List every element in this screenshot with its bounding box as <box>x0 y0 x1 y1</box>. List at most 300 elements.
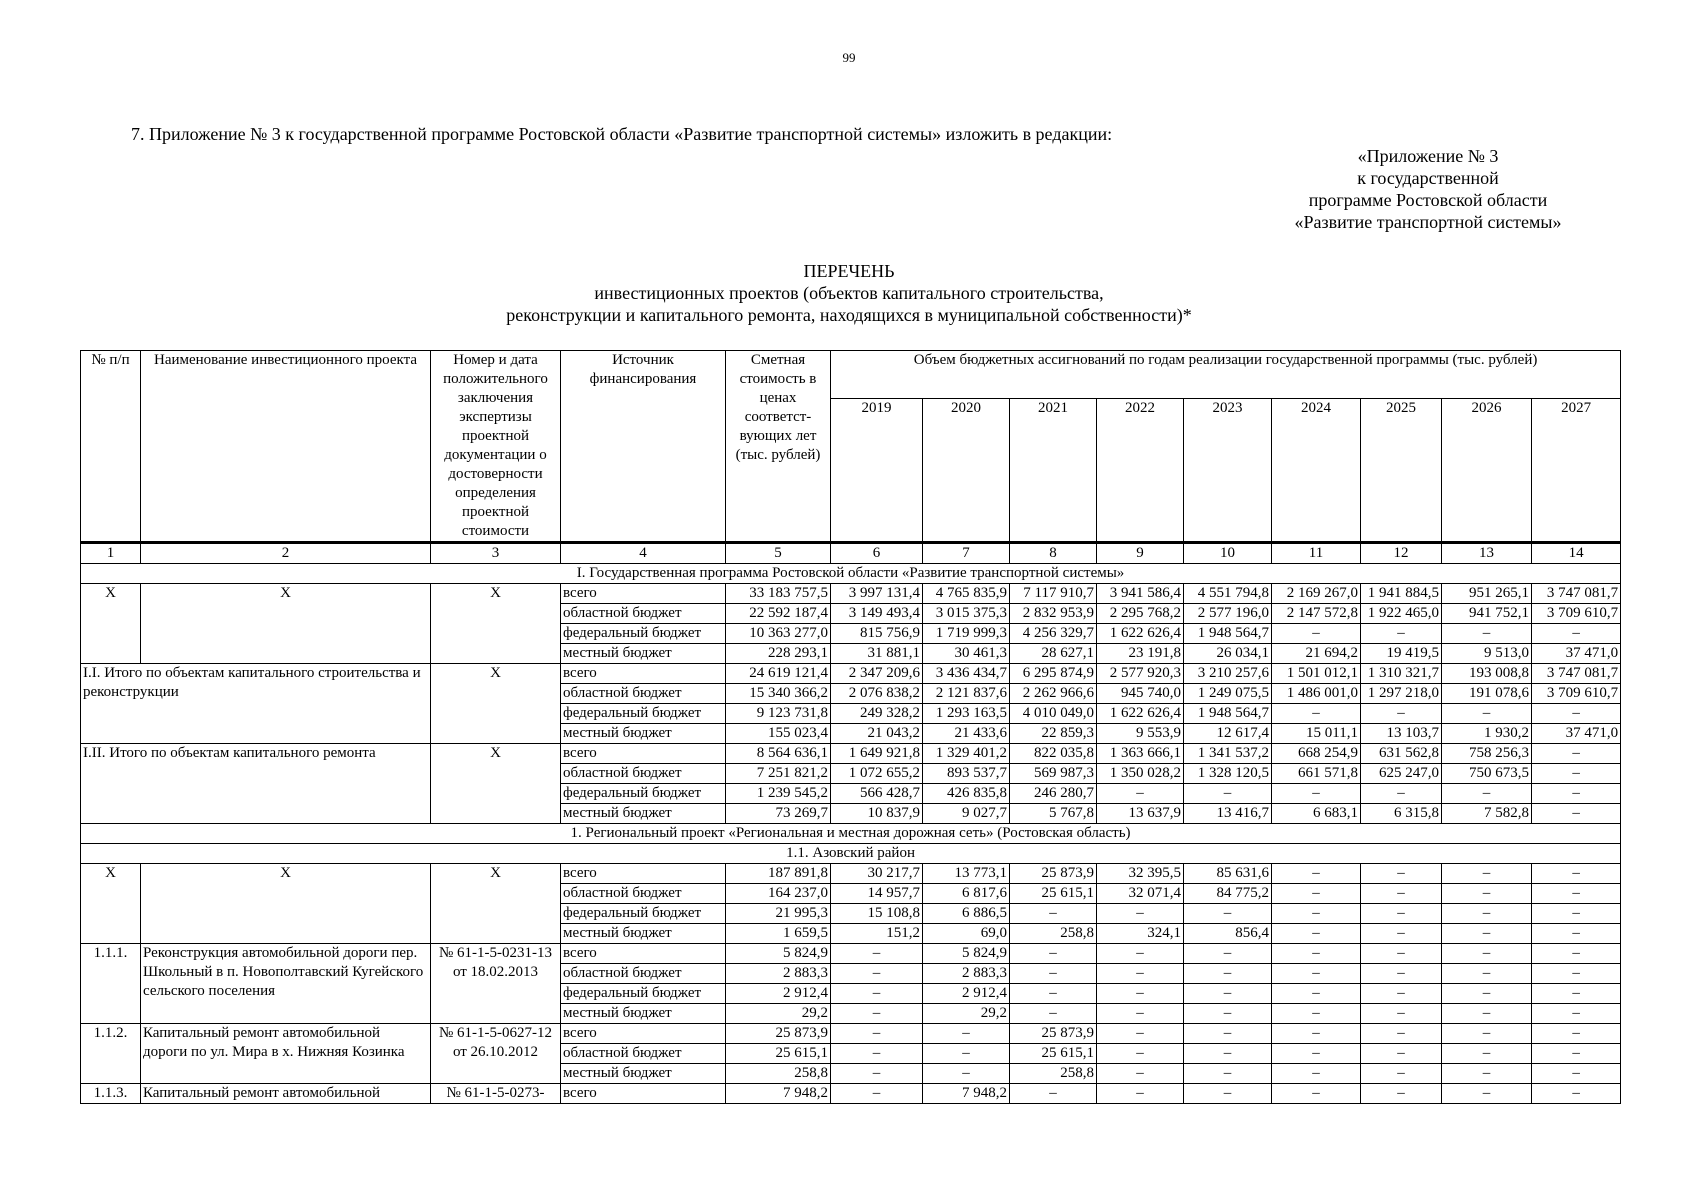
expertise-info: № 61-1-5-0627-12 от 26.10.2012 <box>431 1024 561 1084</box>
value-cell: 856,4 <box>1184 924 1272 944</box>
funding-source: местный бюджет <box>561 1064 726 1084</box>
value-cell: 25 615,1 <box>1010 884 1097 904</box>
value-cell: 21 043,2 <box>831 724 923 744</box>
value-cell: 9 553,9 <box>1097 724 1184 744</box>
value-cell: – <box>923 1024 1010 1044</box>
value-cell: – <box>1532 1064 1621 1084</box>
value-cell: – <box>1361 924 1442 944</box>
value-cell: 3 709 610,7 <box>1532 604 1621 624</box>
project-number: Х <box>81 864 141 944</box>
funding-source: областной бюджет <box>561 1044 726 1064</box>
value-cell: – <box>1532 764 1621 784</box>
value-cell: – <box>1272 964 1361 984</box>
project-name: Реконструкция автомобильной дороги пер. Школьный в п. Новополтавский Кугейского сельского поселения <box>141 944 431 1024</box>
section-row <box>81 564 1621 584</box>
value-cell: 3 210 257,6 <box>1184 664 1272 684</box>
value-cell: 4 551 794,8 <box>1184 584 1272 604</box>
value-cell: 187 891,8 <box>726 864 831 884</box>
value-cell: – <box>1442 784 1532 804</box>
value-cell: 7 948,2 <box>726 1084 831 1104</box>
value-cell: 9 123 731,8 <box>726 704 831 724</box>
value-cell: 1 297 218,0 <box>1361 684 1442 704</box>
value-cell: 29,2 <box>923 1004 1010 1024</box>
value-cell: – <box>831 964 923 984</box>
value-cell: 2 912,4 <box>726 984 831 1004</box>
value-cell: 30 217,7 <box>831 864 923 884</box>
value-cell: – <box>1010 1004 1097 1024</box>
value-cell: – <box>1272 1024 1361 1044</box>
value-cell: – <box>1532 1004 1621 1024</box>
value-cell: 1 293 163,5 <box>923 704 1010 724</box>
value-cell: – <box>831 944 923 964</box>
funding-source: федеральный бюджет <box>561 984 726 1004</box>
value-cell: 2 295 768,2 <box>1097 604 1184 624</box>
value-cell: 6 315,8 <box>1361 804 1442 824</box>
value-cell: 21 995,3 <box>726 904 831 924</box>
value-cell: 2 147 572,8 <box>1272 604 1361 624</box>
value-cell: – <box>1442 984 1532 1004</box>
column-number: 8 <box>1010 543 1097 564</box>
header-budget-volume: Объем бюджетных ассигнований по годам реализации государственной программы (тыс. рублей) <box>831 351 1621 399</box>
funding-source: областной бюджет <box>561 964 726 984</box>
header-year: 2023 <box>1184 399 1272 543</box>
value-cell: – <box>1532 904 1621 924</box>
column-number: 6 <box>831 543 923 564</box>
value-cell: 7 117 910,7 <box>1010 584 1097 604</box>
value-cell: 84 775,2 <box>1184 884 1272 904</box>
value-cell: – <box>1272 1084 1361 1104</box>
value-cell: 1 310 321,7 <box>1361 664 1442 684</box>
value-cell: 661 571,8 <box>1272 764 1361 784</box>
value-cell: – <box>1361 784 1442 804</box>
header-project-name: Наименование инвестиционного проекта <box>141 351 431 543</box>
value-cell: – <box>1442 1044 1532 1064</box>
expertise-info: № 61-1-5-0273- <box>431 1084 561 1104</box>
value-cell: – <box>831 1004 923 1024</box>
column-number: 13 <box>1442 543 1532 564</box>
project-group-title: I.II. Итого по объектам капитального ремонта <box>81 744 431 824</box>
header-year: 2020 <box>923 399 1010 543</box>
value-cell: 1 622 626,4 <box>1097 704 1184 724</box>
value-cell: – <box>1361 1064 1442 1084</box>
value-cell: 5 824,9 <box>923 944 1010 964</box>
table-row <box>81 584 1621 604</box>
value-cell: – <box>923 1064 1010 1084</box>
value-cell: – <box>1184 784 1272 804</box>
value-cell: 3 709 610,7 <box>1532 684 1621 704</box>
value-cell: 668 254,9 <box>1272 744 1361 764</box>
value-cell: – <box>1442 704 1532 724</box>
value-cell: 21 694,2 <box>1272 644 1361 664</box>
value-cell: – <box>1010 904 1097 924</box>
column-number: 9 <box>1097 543 1184 564</box>
value-cell: 1 328 120,5 <box>1184 764 1272 784</box>
value-cell: – <box>1272 1064 1361 1084</box>
value-cell: – <box>1097 1044 1184 1064</box>
value-cell: 24 619 121,4 <box>726 664 831 684</box>
document-title <box>0 260 1698 326</box>
header-year: 2024 <box>1272 399 1361 543</box>
value-cell: – <box>1532 964 1621 984</box>
value-cell: – <box>1184 1084 1272 1104</box>
value-cell: 32 395,5 <box>1097 864 1184 884</box>
value-cell: 30 461,3 <box>923 644 1010 664</box>
value-cell: 7 582,8 <box>1442 804 1532 824</box>
value-cell: 9 027,7 <box>923 804 1010 824</box>
funding-source: всего <box>561 584 726 604</box>
value-cell: – <box>1010 964 1097 984</box>
header-year: 2026 <box>1442 399 1532 543</box>
column-number: 11 <box>1272 543 1361 564</box>
expertise-info: Х <box>431 664 561 744</box>
funding-source: областной бюджет <box>561 884 726 904</box>
value-cell: 193 008,8 <box>1442 664 1532 684</box>
header-year: 2021 <box>1010 399 1097 543</box>
funding-source: местный бюджет <box>561 924 726 944</box>
table-row <box>81 1024 1621 1044</box>
section-title: 1. Региональный проект «Региональная и местная дорожная сеть» (Ростовская область) <box>81 824 1621 844</box>
funding-source: федеральный бюджет <box>561 704 726 724</box>
value-cell: – <box>1010 984 1097 1004</box>
value-cell: – <box>1010 1084 1097 1104</box>
value-cell: – <box>1361 704 1442 724</box>
value-cell: 2 169 267,0 <box>1272 584 1361 604</box>
value-cell: – <box>1361 1084 1442 1104</box>
value-cell: – <box>1442 884 1532 904</box>
value-cell: – <box>1532 784 1621 804</box>
value-cell: – <box>1361 1024 1442 1044</box>
value-cell: – <box>1442 1064 1532 1084</box>
value-cell: – <box>1272 924 1361 944</box>
value-cell: 22 859,3 <box>1010 724 1097 744</box>
value-cell: – <box>1272 984 1361 1004</box>
value-cell: 37 471,0 <box>1532 644 1621 664</box>
value-cell: 1 922 465,0 <box>1361 604 1442 624</box>
value-cell: 893 537,7 <box>923 764 1010 784</box>
value-cell: – <box>1361 1004 1442 1024</box>
value-cell: – <box>1184 944 1272 964</box>
value-cell: 191 078,6 <box>1442 684 1532 704</box>
value-cell: 9 513,0 <box>1442 644 1532 664</box>
value-cell: – <box>1532 984 1621 1004</box>
value-cell: 6 683,1 <box>1272 804 1361 824</box>
value-cell: 1 948 564,7 <box>1184 624 1272 644</box>
column-number: 3 <box>431 543 561 564</box>
project-number: 1.1.3. <box>81 1084 141 1104</box>
funding-source: местный бюджет <box>561 644 726 664</box>
value-cell: 25 873,9 <box>1010 1024 1097 1044</box>
value-cell: 1 350 028,2 <box>1097 764 1184 784</box>
value-cell: – <box>1442 1084 1532 1104</box>
value-cell: 3 149 493,4 <box>831 604 923 624</box>
value-cell: – <box>1184 964 1272 984</box>
value-cell: – <box>1272 784 1361 804</box>
value-cell: – <box>1442 864 1532 884</box>
value-cell: – <box>1532 744 1621 764</box>
table-row <box>81 1084 1621 1104</box>
header-funding-source: Источник финансирования <box>561 351 726 543</box>
value-cell: – <box>1442 944 1532 964</box>
value-cell: 3 747 081,7 <box>1532 664 1621 684</box>
value-cell: 625 247,0 <box>1361 764 1442 784</box>
value-cell: 23 191,8 <box>1097 644 1184 664</box>
value-cell: 85 631,6 <box>1184 864 1272 884</box>
column-number: 7 <box>923 543 1010 564</box>
section-row <box>81 824 1621 844</box>
funding-source: местный бюджет <box>561 724 726 744</box>
appendix-line: «Развитие транспортной системы» <box>1294 212 1562 232</box>
value-cell: 1 486 001,0 <box>1272 684 1361 704</box>
title-line: инвестиционных проектов (объектов капитального строительства, <box>594 283 1104 303</box>
value-cell: 258,8 <box>1010 924 1097 944</box>
funding-source: федеральный бюджет <box>561 624 726 644</box>
value-cell: 822 035,8 <box>1010 744 1097 764</box>
value-cell: – <box>1184 1064 1272 1084</box>
value-cell: – <box>1097 1084 1184 1104</box>
value-cell: 25 615,1 <box>1010 1044 1097 1064</box>
value-cell: – <box>1184 1004 1272 1024</box>
value-cell: 26 034,1 <box>1184 644 1272 664</box>
value-cell: – <box>1532 924 1621 944</box>
title-heading: ПЕРЕЧЕНЬ <box>803 261 895 281</box>
value-cell: – <box>1442 904 1532 924</box>
header-year: 2025 <box>1361 399 1442 543</box>
appendix-line: к государственной <box>1357 168 1499 188</box>
table-row <box>81 664 1621 684</box>
value-cell: 1 329 401,2 <box>923 744 1010 764</box>
value-cell: – <box>1272 904 1361 924</box>
expertise-info: Х <box>431 744 561 824</box>
value-cell: 1 649 921,8 <box>831 744 923 764</box>
table-body <box>81 543 1621 1104</box>
funding-source: всего <box>561 744 726 764</box>
value-cell: 3 747 081,7 <box>1532 584 1621 604</box>
header-num: № п/п <box>81 351 141 543</box>
value-cell: 945 740,0 <box>1097 684 1184 704</box>
value-cell: 25 615,1 <box>726 1044 831 1064</box>
value-cell: 6 295 874,9 <box>1010 664 1097 684</box>
value-cell: – <box>831 1044 923 1064</box>
value-cell: 73 269,7 <box>726 804 831 824</box>
investment-projects-table <box>80 350 1621 1104</box>
header-year: 2019 <box>831 399 923 543</box>
value-cell: 1 622 626,4 <box>1097 624 1184 644</box>
project-name: Х <box>141 584 431 664</box>
value-cell: 19 419,5 <box>1361 644 1442 664</box>
header-year: 2027 <box>1532 399 1621 543</box>
value-cell: 22 592 187,4 <box>726 604 831 624</box>
value-cell: – <box>831 1024 923 1044</box>
value-cell: 1 249 075,5 <box>1184 684 1272 704</box>
value-cell: – <box>1532 944 1621 964</box>
value-cell: 13 103,7 <box>1361 724 1442 744</box>
value-cell: 2 883,3 <box>726 964 831 984</box>
value-cell: 246 280,7 <box>1010 784 1097 804</box>
value-cell: 1 941 884,5 <box>1361 584 1442 604</box>
section-row <box>81 844 1621 864</box>
value-cell: – <box>1361 944 1442 964</box>
value-cell: 324,1 <box>1097 924 1184 944</box>
value-cell: 631 562,8 <box>1361 744 1442 764</box>
value-cell: 569 987,3 <box>1010 764 1097 784</box>
value-cell: 1 930,2 <box>1442 724 1532 744</box>
column-number: 14 <box>1532 543 1621 564</box>
value-cell: 21 433,6 <box>923 724 1010 744</box>
value-cell: 1 659,5 <box>726 924 831 944</box>
value-cell: – <box>1361 964 1442 984</box>
title-line: реконструкции и капитального ремонта, находящихся в муниципальной собственности)* <box>506 305 1192 325</box>
value-cell: 4 765 835,9 <box>923 584 1010 604</box>
section-title: 1.1. Азовский район <box>81 844 1621 864</box>
funding-source: всего <box>561 1024 726 1044</box>
expertise-info: № 61-1-5-0231-13 от 18.02.2013 <box>431 944 561 1024</box>
value-cell: 2 347 209,6 <box>831 664 923 684</box>
value-cell: 758 256,3 <box>1442 744 1532 764</box>
column-number: 1 <box>81 543 141 564</box>
funding-source: всего <box>561 864 726 884</box>
value-cell: 3 997 131,4 <box>831 584 923 604</box>
funding-source: местный бюджет <box>561 1004 726 1024</box>
value-cell: – <box>1442 1024 1532 1044</box>
funding-source: областной бюджет <box>561 604 726 624</box>
value-cell: – <box>1272 884 1361 904</box>
funding-source: всего <box>561 1084 726 1104</box>
appendix-reference <box>1248 145 1608 233</box>
value-cell: 29,2 <box>726 1004 831 1024</box>
value-cell: – <box>1361 624 1442 644</box>
value-cell: – <box>831 984 923 1004</box>
value-cell: 14 957,7 <box>831 884 923 904</box>
value-cell: – <box>1097 904 1184 924</box>
value-cell: – <box>1097 944 1184 964</box>
project-number: 1.1.2. <box>81 1024 141 1084</box>
value-cell: – <box>1532 864 1621 884</box>
value-cell: 4 010 049,0 <box>1010 704 1097 724</box>
value-cell: – <box>1272 704 1361 724</box>
header-year: 2022 <box>1097 399 1184 543</box>
table-row <box>81 944 1621 964</box>
value-cell: – <box>1361 1044 1442 1064</box>
value-cell: 1 719 999,3 <box>923 624 1010 644</box>
value-cell: 951 265,1 <box>1442 584 1532 604</box>
value-cell: – <box>1184 1024 1272 1044</box>
value-cell: 1 239 545,2 <box>726 784 831 804</box>
value-cell: 13 773,1 <box>923 864 1010 884</box>
value-cell: 25 873,9 <box>1010 864 1097 884</box>
value-cell: – <box>1361 864 1442 884</box>
value-cell: 1 501 012,1 <box>1272 664 1361 684</box>
project-name: Капитальный ремонт автомобильной дороги по ул. Мира в х. Нижняя Козинка <box>141 1024 431 1084</box>
project-name: Капитальный ремонт автомобильной <box>141 1084 431 1104</box>
value-cell: – <box>1272 1004 1361 1024</box>
value-cell: – <box>1361 984 1442 1004</box>
value-cell: 6 886,5 <box>923 904 1010 924</box>
table-row <box>81 744 1621 764</box>
value-cell: 1 363 666,1 <box>1097 744 1184 764</box>
value-cell: – <box>1532 804 1621 824</box>
value-cell: 258,8 <box>726 1064 831 1084</box>
column-number: 4 <box>561 543 726 564</box>
value-cell: 228 293,1 <box>726 644 831 664</box>
value-cell: 15 340 366,2 <box>726 684 831 704</box>
value-cell: 1 072 655,2 <box>831 764 923 784</box>
expertise-info: Х <box>431 864 561 944</box>
funding-source: местный бюджет <box>561 804 726 824</box>
value-cell: 2 832 953,9 <box>1010 604 1097 624</box>
value-cell: 33 183 757,5 <box>726 584 831 604</box>
header-expertise: Номер и дата положительного заключения экспертизы проектной документации о достоверности определения проектной стоимости <box>431 351 561 543</box>
value-cell: 7 948,2 <box>923 1084 1010 1104</box>
value-cell: 28 627,1 <box>1010 644 1097 664</box>
value-cell: 32 071,4 <box>1097 884 1184 904</box>
funding-source: всего <box>561 944 726 964</box>
funding-source: областной бюджет <box>561 764 726 784</box>
value-cell: – <box>1272 864 1361 884</box>
column-number: 5 <box>726 543 831 564</box>
value-cell: 750 673,5 <box>1442 764 1532 784</box>
value-cell: – <box>831 1064 923 1084</box>
project-number: 1.1.1. <box>81 944 141 1024</box>
value-cell: – <box>1532 624 1621 644</box>
value-cell: – <box>1442 924 1532 944</box>
value-cell: 15 108,8 <box>831 904 923 924</box>
value-cell: 12 617,4 <box>1184 724 1272 744</box>
value-cell: 151,2 <box>831 924 923 944</box>
value-cell: 6 817,6 <box>923 884 1010 904</box>
value-cell: – <box>1532 1044 1621 1064</box>
value-cell: 37 471,0 <box>1532 724 1621 744</box>
value-cell: – <box>1097 964 1184 984</box>
appendix-line: «Приложение № 3 <box>1357 146 1499 166</box>
value-cell: 2 076 838,2 <box>831 684 923 704</box>
value-cell: – <box>1097 784 1184 804</box>
value-cell: – <box>1361 884 1442 904</box>
value-cell: – <box>1272 944 1361 964</box>
header-estimated-cost: Сметная стоимость в ценах соответст-вующих лет (тыс. рублей) <box>726 351 831 543</box>
project-number: Х <box>81 584 141 664</box>
value-cell: – <box>1184 1044 1272 1064</box>
column-number-row <box>81 543 1621 564</box>
expertise-info: Х <box>431 584 561 664</box>
value-cell: 2 121 837,6 <box>923 684 1010 704</box>
value-cell: 2 262 966,6 <box>1010 684 1097 704</box>
value-cell: – <box>1442 1004 1532 1024</box>
value-cell: 13 637,9 <box>1097 804 1184 824</box>
value-cell: 4 256 329,7 <box>1010 624 1097 644</box>
value-cell: 3 436 434,7 <box>923 664 1010 684</box>
value-cell: 155 023,4 <box>726 724 831 744</box>
value-cell: 941 752,1 <box>1442 604 1532 624</box>
funding-source: всего <box>561 664 726 684</box>
value-cell: 5 767,8 <box>1010 804 1097 824</box>
value-cell: – <box>1272 624 1361 644</box>
column-number: 2 <box>141 543 431 564</box>
value-cell: 13 416,7 <box>1184 804 1272 824</box>
value-cell: 249 328,2 <box>831 704 923 724</box>
value-cell: – <box>1442 624 1532 644</box>
value-cell: – <box>831 1084 923 1104</box>
value-cell: 3 015 375,3 <box>923 604 1010 624</box>
project-name: Х <box>141 864 431 944</box>
value-cell: 258,8 <box>1010 1064 1097 1084</box>
value-cell: 1 341 537,2 <box>1184 744 1272 764</box>
value-cell: – <box>1097 1004 1184 1024</box>
value-cell: 2 577 196,0 <box>1184 604 1272 624</box>
funding-source: федеральный бюджет <box>561 904 726 924</box>
column-number: 12 <box>1361 543 1442 564</box>
value-cell: 2 883,3 <box>923 964 1010 984</box>
value-cell: 2 912,4 <box>923 984 1010 1004</box>
